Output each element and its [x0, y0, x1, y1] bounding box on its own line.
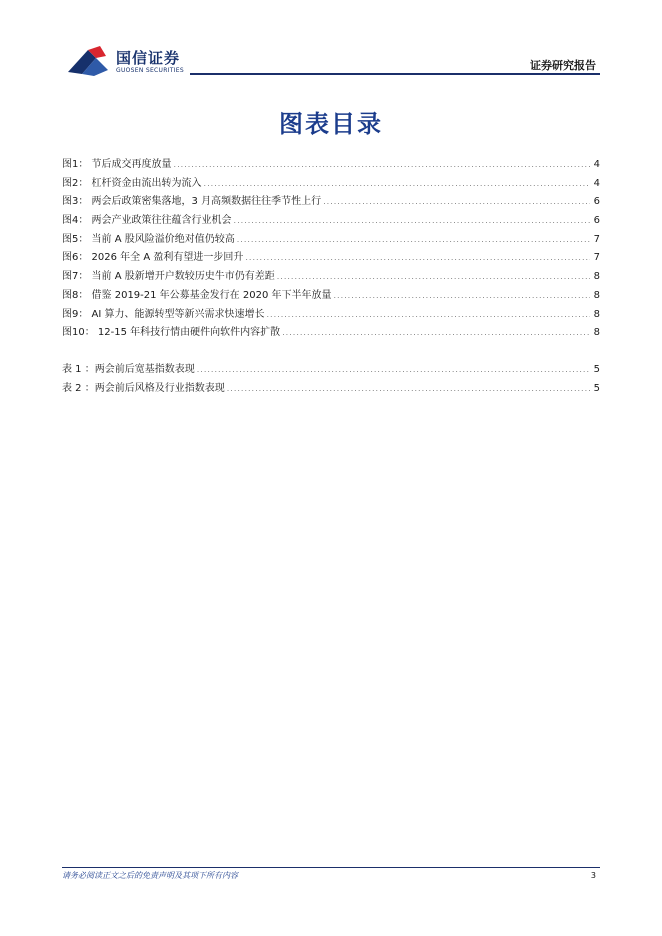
dot-leader [245, 253, 590, 262]
toc-page-number: 5 [593, 364, 600, 375]
toc-page-number: 8 [593, 327, 600, 339]
toc-page-number: 7 [593, 252, 600, 264]
header-divider [190, 73, 600, 75]
footer-divider [62, 867, 600, 868]
brand-name-en: GUOSEN SECURITIES [116, 67, 185, 74]
toc-page-number: 6 [593, 215, 600, 227]
dot-leader [267, 310, 590, 319]
page-title: 图表目录 [279, 110, 383, 138]
toc-entry-label: 表 2 ：两会前后风格及行业指数表现 [62, 382, 225, 394]
toc-entry-figure[interactable] [62, 323, 600, 342]
toc-entry-label: 图5： 当前 A 股风险溢价绝对值仍较高 [62, 233, 235, 245]
toc-entry-figure[interactable] [62, 230, 600, 249]
page-number: 3 [590, 871, 596, 880]
toc-entry-figure[interactable] [62, 211, 600, 230]
report-type-label: 证券研究报告 [530, 59, 596, 72]
toc-entry-table[interactable] [62, 360, 600, 379]
toc-page-number: 4 [593, 177, 600, 189]
dot-leader [277, 272, 590, 281]
dot-leader [197, 365, 590, 374]
toc-entry-label: 图7： 当前 A 股新增开户数较历史牛市仍有差距 [62, 271, 275, 283]
dot-leader [323, 197, 590, 206]
toc-entry-label: 图8： 借鉴 2019-21 年公募基金发行在 2020 年下半年放量 [62, 289, 332, 301]
dot-leader [334, 291, 591, 300]
toc-entry-figure[interactable] [62, 305, 600, 324]
toc-entry-label: 图10： 12-15 年科技行情由硬件向软件内容扩散 [62, 327, 281, 339]
toc-entry-label: 图2： 杠杆资金由流出转为流入 [62, 177, 202, 189]
dot-leader [282, 328, 590, 337]
toc-entry-figure[interactable] [62, 267, 600, 286]
page-header [0, 0, 662, 80]
toc-entry-figure[interactable] [62, 248, 600, 267]
figure-list [62, 155, 600, 342]
toc-entry-label: 图1： 节后成交再度放量 [62, 159, 172, 170]
toc-page-number: 8 [593, 308, 600, 320]
toc-entry-label: 图3： 两会后政策密集落地，3 月高频数据往往季节性上行 [62, 196, 322, 208]
disclaimer-note: 请务必阅读正文之后的免责声明及其项下所有内容 [62, 871, 238, 880]
toc-page-number: 8 [593, 289, 600, 301]
toc-page-number: 5 [593, 382, 600, 394]
toc-entry-table[interactable] [62, 379, 600, 398]
toc-entry-figure[interactable] [62, 286, 600, 305]
toc-page-number: 8 [593, 271, 600, 283]
toc-entry-label: 图9： AI 算力、能源转型等新兴需求快速增长 [62, 308, 265, 320]
dot-leader [174, 160, 590, 169]
dot-leader [237, 235, 590, 244]
toc-entry-figure[interactable] [62, 155, 600, 174]
table-list [62, 360, 600, 397]
brand-name-cn: 国信证券 [116, 49, 181, 67]
guosen-logo-icon [66, 46, 110, 78]
toc-entry-label: 图4： 两会产业政策往往蕴含行业机会 [62, 215, 232, 227]
dot-leader [234, 216, 590, 225]
toc-entry-figure[interactable] [62, 174, 600, 193]
toc-page-number: 6 [593, 196, 600, 208]
toc-entry-label: 表 1 ：两会前后宽基指数表现 [62, 364, 195, 375]
toc-entry-figure[interactable] [62, 192, 600, 211]
dot-leader [204, 179, 590, 188]
toc-entry-label: 图6： 2026 年全 A 盈利有望进一步回升 [62, 252, 244, 264]
dot-leader [227, 384, 590, 393]
toc-page-number: 4 [593, 159, 600, 170]
toc-page-number: 7 [593, 233, 600, 245]
